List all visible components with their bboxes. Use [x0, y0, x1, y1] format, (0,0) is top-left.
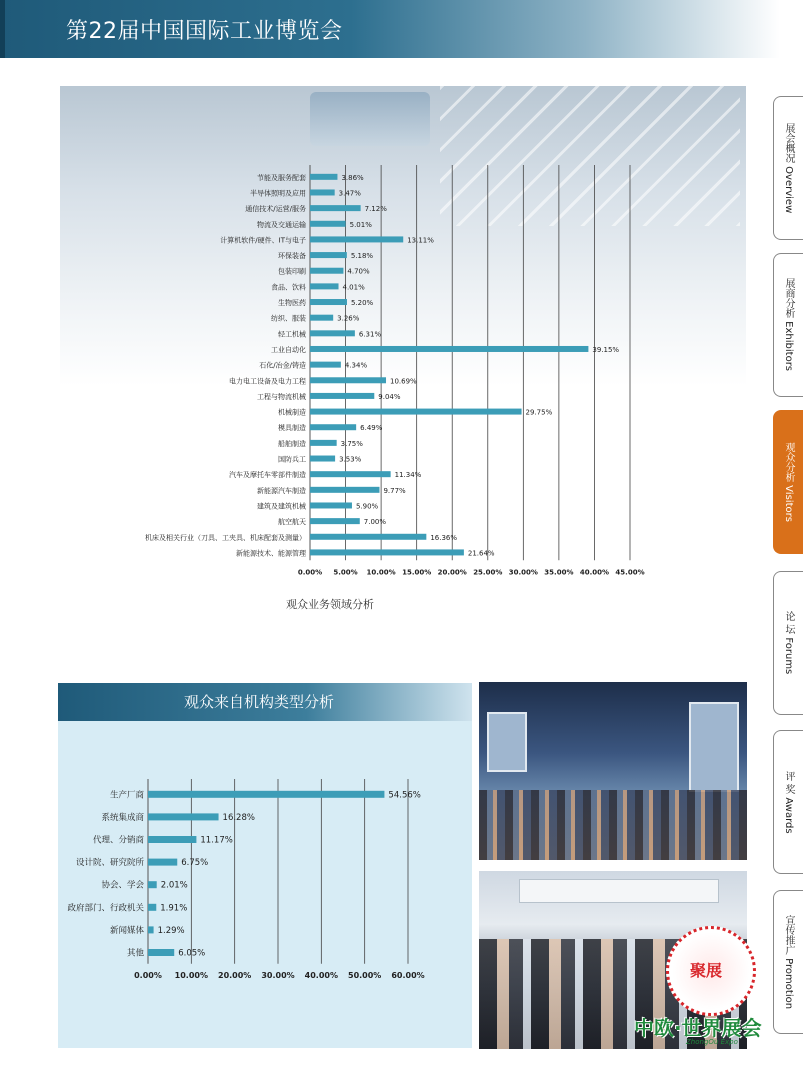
data-label: 7.00% [363, 518, 387, 527]
bar [148, 791, 384, 798]
category-label: 电力电工设备及电力工程 [229, 377, 306, 386]
data-label: 3.53% [339, 455, 362, 464]
data-label: 6.75% [181, 858, 209, 869]
x-tick-label: 20.00% [218, 970, 252, 980]
category-label: 工程与物流机械 [257, 392, 306, 401]
data-label: 5.18% [350, 252, 374, 261]
x-tick-label: 5.00% [333, 568, 358, 577]
visitors-photo [479, 682, 747, 860]
data-label: 5.90% [355, 502, 379, 511]
data-label: 11.17% [200, 835, 233, 846]
x-tick-label: 40.00% [304, 970, 338, 980]
panel-title: 观众来自机构类型分析 [184, 693, 335, 711]
category-label: 建筑及建筑机械 [257, 502, 306, 511]
bar [148, 904, 156, 911]
category-label: 船舶制造 [278, 439, 306, 448]
bar [310, 362, 341, 368]
x-tick-label: 15.00% [402, 568, 432, 577]
bar [310, 456, 335, 462]
data-label: 21.64% [467, 549, 495, 558]
chart-caption: 观众业务领域分析 [286, 598, 374, 611]
data-label: 5.01% [349, 220, 372, 229]
category-label: 轻工机械 [278, 330, 306, 339]
x-tick-label: 60.00% [391, 970, 425, 980]
x-tick-label: 50.00% [348, 970, 382, 980]
x-tick-label: 0.00% [134, 970, 162, 980]
expo-logo: 聚展 中欧·世界展会 ZhongOu Expo [634, 926, 784, 1052]
bar [310, 299, 347, 305]
data-label: 1.91% [160, 903, 188, 914]
tab-exhibitors[interactable]: 展商分析 Exhibitors [773, 253, 803, 397]
bar [310, 236, 403, 242]
category-label: 新能源技术、能源管理 [236, 549, 306, 558]
data-label: 6.05% [178, 948, 206, 959]
category-label: 新能源汽车制造 [257, 486, 306, 495]
bar [148, 813, 219, 820]
bar [148, 859, 177, 866]
category-label: 包装印刷 [278, 267, 306, 276]
x-tick-label: 10.00% [174, 970, 208, 980]
x-tick-label: 0.00% [297, 568, 323, 577]
data-label: 13.11% [407, 236, 434, 245]
category-label: 纺织、服装 [271, 314, 306, 323]
tab-forums[interactable]: 论 坛 Forums [773, 571, 803, 715]
category-label: 新闻媒体 [109, 925, 144, 936]
category-label: 生产厂商 [109, 790, 144, 801]
category-label: 石化/冶金/铸造 [259, 361, 306, 370]
bar [310, 283, 339, 289]
data-label: 3.47% [338, 189, 361, 198]
bar [310, 205, 361, 211]
bar [310, 502, 352, 508]
bar [310, 471, 391, 477]
category-label: 生物医药 [278, 299, 306, 308]
category-label: 其他 [126, 948, 144, 959]
organization-type-chart [58, 683, 472, 1048]
bar [310, 330, 355, 336]
bar [148, 881, 157, 888]
data-label: 5.20% [350, 299, 374, 308]
data-label: 11.34% [394, 471, 422, 480]
bar [310, 424, 356, 430]
data-label: 6.31% [358, 330, 382, 339]
x-tick-label: 25.00% [473, 568, 503, 577]
bar [310, 534, 426, 540]
bar [310, 315, 333, 321]
category-label: 代理、分销商 [92, 835, 144, 846]
x-tick-label: 45.00% [615, 568, 645, 577]
x-tick-label: 20.00% [437, 568, 467, 577]
data-label: 54.56% [388, 790, 421, 801]
data-label: 3.86% [341, 173, 364, 182]
category-label: 模具制造 [278, 424, 306, 433]
data-label: 39.15% [592, 345, 620, 354]
data-label: 4.01% [342, 283, 365, 292]
category-label: 通信技术/运营/服务 [245, 205, 306, 214]
x-tick-label: 35.00% [544, 568, 574, 577]
bar [310, 549, 464, 555]
bar [310, 377, 386, 383]
bar [310, 268, 343, 274]
category-label: 系统集成商 [101, 812, 144, 823]
bar [148, 836, 196, 843]
data-label: 10.69% [390, 377, 417, 386]
bar [148, 926, 154, 933]
tab-promotion[interactable]: 宣传推广 Promotion [773, 890, 803, 1034]
x-tick-label: 30.00% [508, 568, 538, 577]
category-label: 环保装备 [278, 252, 306, 261]
tab-overview[interactable]: 展会概况 Overview [773, 96, 803, 240]
category-label: 物流及交通运输 [257, 220, 306, 229]
data-label: 4.70% [347, 267, 370, 276]
booth-signboard [519, 879, 719, 903]
data-label: 2.01% [160, 880, 188, 891]
category-label: 工业自动化 [271, 345, 306, 354]
data-label: 9.04% [378, 392, 401, 401]
category-label: 食品、饮料 [271, 283, 306, 292]
category-label: 节能及服务配套 [257, 173, 306, 182]
data-label: 3.26% [337, 314, 360, 323]
x-tick-label: 30.00% [261, 970, 295, 980]
data-label: 1.29% [157, 925, 185, 936]
data-label: 3.75% [340, 439, 363, 448]
category-label: 计算机软件/硬件、IT与电子 [220, 236, 306, 245]
data-label: 4.34% [344, 361, 368, 370]
category-label: 设计院、研究院所 [75, 858, 144, 869]
bar [310, 487, 379, 493]
bar [148, 949, 174, 956]
bar [310, 189, 335, 195]
crowd [479, 790, 747, 860]
page-title: 第22届中国国际工业博览会 [66, 19, 343, 44]
data-label: 9.77% [383, 486, 406, 495]
tab-awards[interactable]: 评 奖 Awards [773, 730, 803, 874]
category-label: 航空航天 [278, 518, 306, 527]
category-label: 半导体照明及应用 [250, 189, 306, 198]
bar [310, 174, 337, 180]
category-label: 国防兵工 [278, 455, 306, 464]
category-label: 机床及相关行业（刀具、工夹具、机床配套及测量） [145, 533, 306, 542]
bar [310, 393, 374, 399]
category-label: 政府部门、行政机关 [67, 903, 144, 914]
data-label: 16.28% [222, 812, 255, 823]
bar [310, 252, 347, 258]
category-label: 机械制造 [278, 408, 306, 417]
x-tick-label: 10.00% [366, 568, 396, 577]
bar [310, 346, 588, 352]
bar [310, 409, 522, 415]
category-label: 协会、学会 [101, 880, 144, 891]
bar [310, 518, 360, 524]
data-label: 29.75% [525, 408, 553, 417]
data-label: 7.12% [364, 205, 387, 214]
category-label: 汽车及摩托车零部件制造 [229, 471, 306, 480]
data-label: 16.36% [430, 533, 458, 542]
organization-type-panel [58, 683, 472, 1048]
data-label: 6.49% [360, 424, 383, 433]
tab-visitors[interactable]: 观众分析 Visitors [773, 410, 803, 554]
x-tick-label: 40.00% [579, 568, 610, 577]
bar [310, 440, 337, 446]
bar [310, 221, 346, 227]
